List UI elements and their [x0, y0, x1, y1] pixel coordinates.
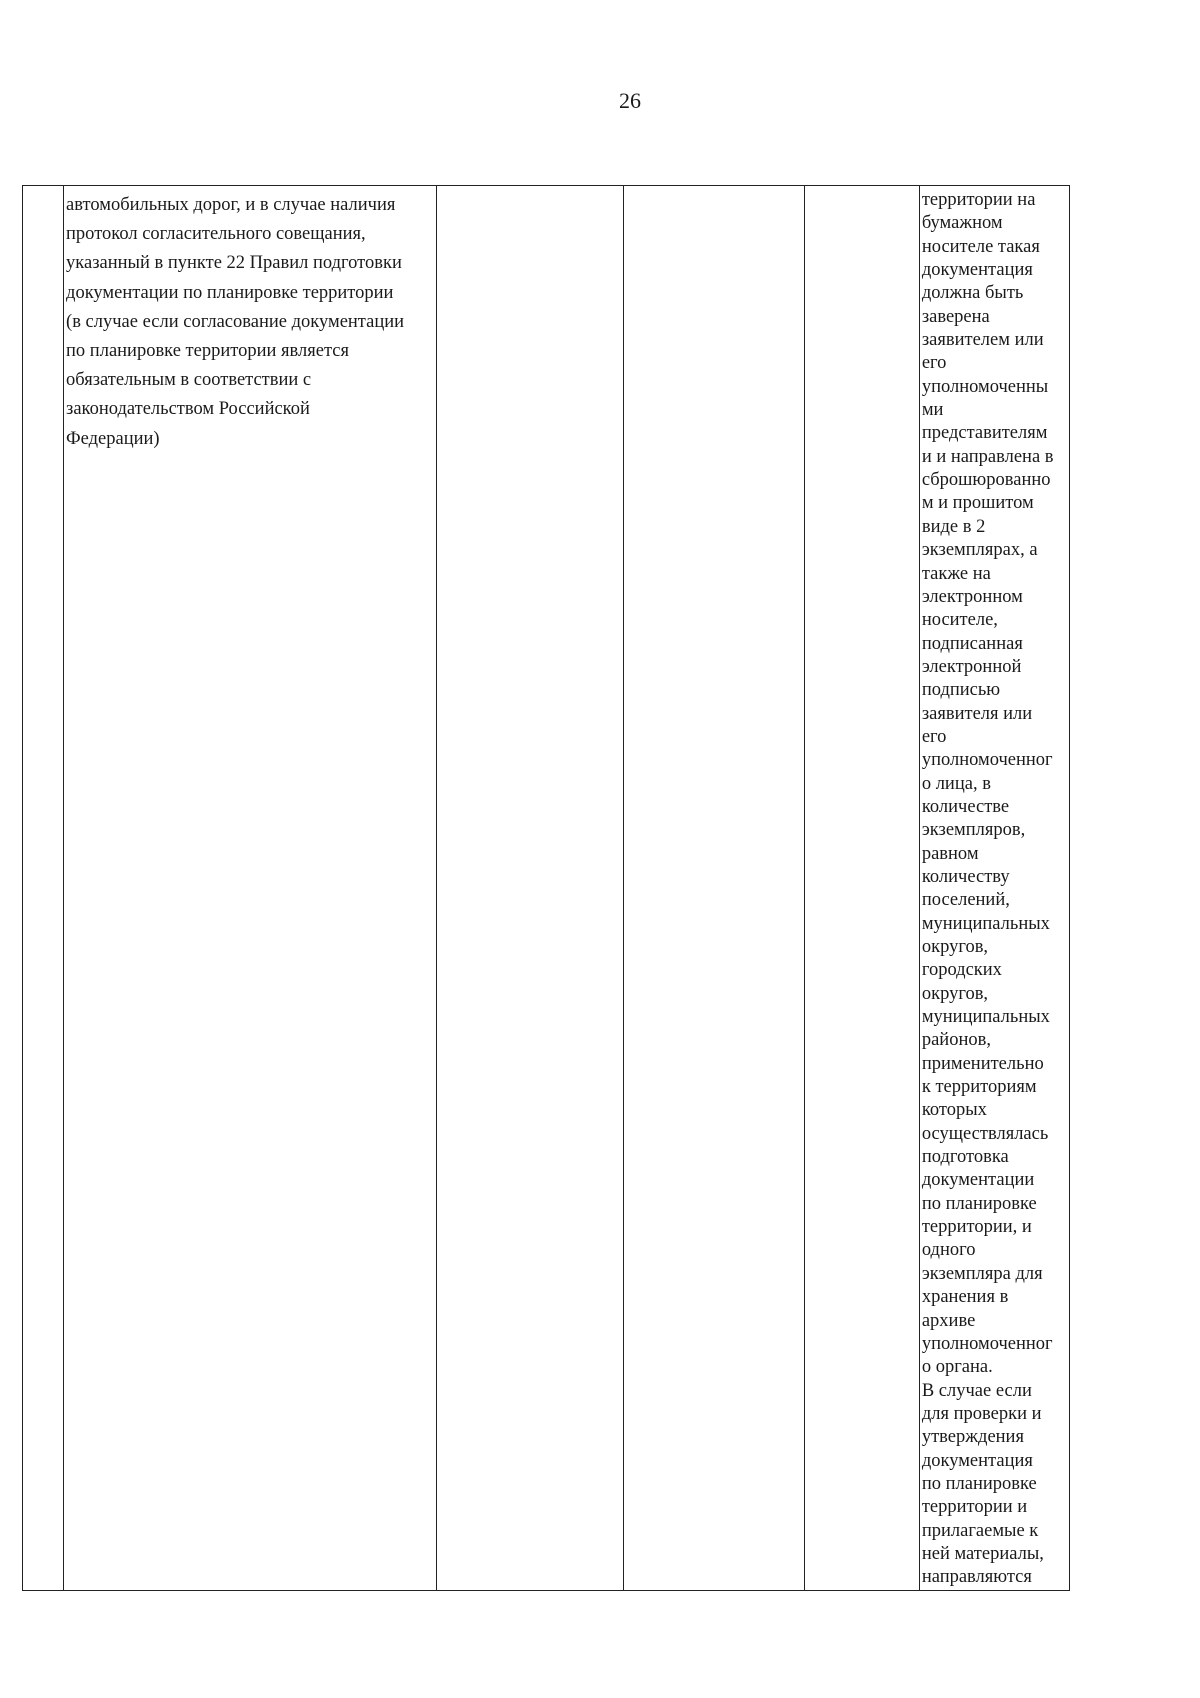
text-line: носителе,: [921, 610, 998, 631]
table-row: [23, 186, 1070, 1591]
text-line: равном: [921, 843, 979, 864]
text-line: городских: [921, 960, 1002, 981]
table-cell-number: [23, 186, 64, 1591]
text-line: заявителем или: [921, 330, 1044, 351]
text-line: архиве: [921, 1310, 976, 1331]
text-line: уполномоченног: [921, 750, 1053, 771]
text-line: подписанная: [921, 633, 1023, 654]
table-cell-column-3: [437, 186, 623, 1591]
text-line: поселений,: [921, 890, 1010, 911]
text-line: уполномоченны: [921, 376, 1049, 397]
document-description-text: [64, 186, 436, 454]
text-line: подготовка: [921, 1147, 1009, 1168]
text-line: законодательством Российской: [66, 399, 310, 420]
text-line: носителе такая: [921, 236, 1040, 257]
text-line: и и направлена в: [921, 446, 1054, 467]
text-line: документации: [921, 1170, 1035, 1191]
text-line: одного: [921, 1240, 976, 1261]
text-line: которых: [921, 1100, 987, 1121]
text-line: его: [921, 726, 947, 747]
text-line: округов,: [921, 983, 989, 1004]
text-line: применительно: [921, 1053, 1044, 1074]
text-line: районов,: [921, 1030, 991, 1051]
text-line: хранения в: [921, 1287, 1009, 1308]
text-line: виде в 2: [921, 516, 986, 537]
text-line: его: [921, 353, 947, 374]
text-line: также на: [921, 563, 991, 584]
text-line: заверена: [921, 306, 990, 327]
text-line: территории на: [921, 190, 1036, 210]
text-line: бумажном: [921, 213, 1003, 234]
text-line: подписью: [921, 680, 1001, 701]
table-cell-column-4: [623, 186, 804, 1591]
text-line: количеству: [921, 866, 1010, 887]
text-line: ми: [921, 400, 944, 421]
table-cell-document-description: [64, 186, 437, 1591]
text-line: осуществлялась: [921, 1123, 1049, 1144]
text-line: Федерации): [66, 428, 160, 449]
table-cell-submission-requirements: [919, 186, 1069, 1591]
text-line: по планировке: [921, 1193, 1037, 1214]
text-line: должна быть: [921, 283, 1024, 304]
text-line: документация: [921, 260, 1033, 281]
text-line: сброшюрованно: [921, 470, 1051, 491]
text-line: уполномоченног: [921, 1333, 1053, 1354]
text-line: (в случае если согласование документации: [66, 311, 405, 332]
text-line: электронном: [921, 586, 1023, 607]
text-line: количестве: [921, 796, 1010, 817]
text-line: экземплярах, а: [921, 540, 1038, 561]
text-line: направляются: [921, 1567, 1032, 1588]
text-line: территории, и: [921, 1217, 1032, 1238]
text-line: по планировке: [921, 1473, 1037, 1494]
text-line: территории и: [921, 1497, 1028, 1518]
text-line: экземпляра для: [921, 1263, 1043, 1284]
document-table: [22, 185, 1070, 1591]
text-line: прилагаемые к: [921, 1520, 1039, 1541]
text-line: округов,: [921, 937, 989, 957]
text-line: представителям: [921, 423, 1048, 444]
text-line: электронной: [921, 656, 1022, 677]
text-line: обязательным в соответствии с: [66, 370, 312, 391]
text-line: документации по планировке территории: [66, 282, 394, 303]
text-line: утверждения: [921, 1427, 1024, 1448]
text-line: муниципальных: [921, 1007, 1050, 1028]
text-line: муниципальных: [921, 913, 1050, 934]
text-line: о органа.: [921, 1357, 993, 1378]
page-number: 26: [619, 88, 641, 113]
submission-requirements-text: [920, 186, 1069, 1590]
text-line: автомобильных дорог, и в случае наличия: [66, 195, 396, 215]
text-line: В случае если: [921, 1380, 1032, 1401]
text-line: заявителя или: [921, 703, 1033, 724]
table-cell-column-5: [804, 186, 919, 1591]
text-line: указанный в пункте 22 Правил подготовки: [66, 253, 402, 274]
text-line: по планировке территории является: [66, 341, 349, 362]
text-line: протокол согласительного совещания,: [66, 224, 366, 245]
text-line: м и прошитом: [921, 493, 1034, 514]
text-line: ней материалы,: [921, 1543, 1044, 1564]
text-line: к территориям: [921, 1077, 1037, 1098]
text-line: документация: [921, 1450, 1033, 1471]
text-line: экземпляров,: [921, 820, 1026, 841]
text-line: о лица, в: [921, 773, 991, 794]
text-line: для проверки и: [921, 1403, 1042, 1424]
